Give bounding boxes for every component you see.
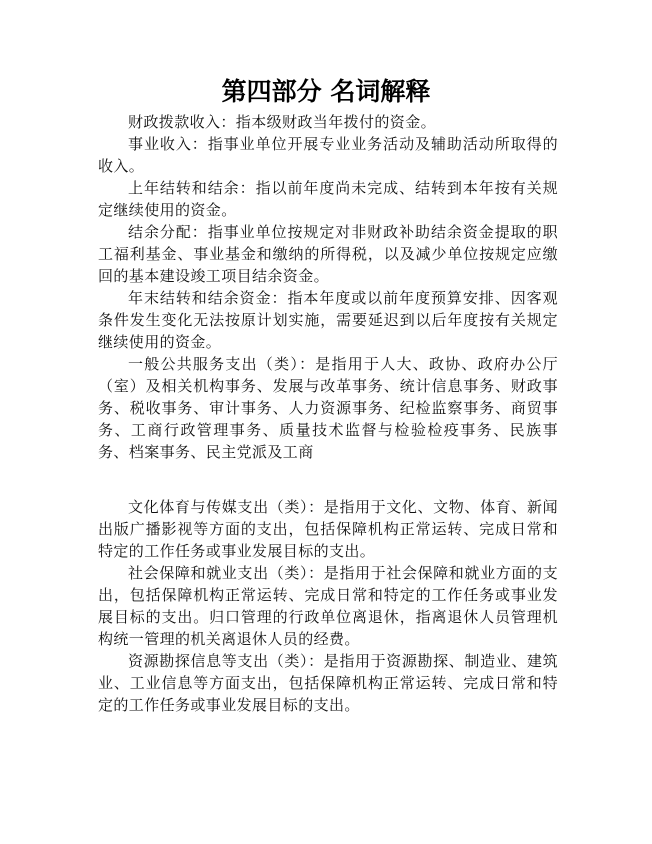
paragraph-year-end-carryover: 年末结转和结余资金：指本年度或以前年度预算安排、因客观条件发生变化无法按原计划实施，需要延迟到以后年度按有关规定继续使用的资金。 [98,289,558,351]
paragraph-business-income: 事业收入：指事业单位开展专业业务活动及辅助活动所取得的收入。 [98,135,558,175]
document-body [98,111,558,716]
paragraph-prior-year-carryover: 上年结转和结余：指以前年度尚未完成、结转到本年按有关规定继续使用的资金。 [98,179,558,219]
paragraph-culture-sports-media-expenditure: 文化体育与传媒支出（类）：是指用于文化、文物、体育、新闻出版广播影视等方面的支出，包括保障机构正常运转、完成日常和特定的工作任务或事业发展目标的支出。 [98,498,558,560]
paragraph-surplus-distribution: 结余分配：指事业单位按规定对非财政补助结余资金提取的职工福利基金、事业基金和缴纳的所得税，以及减少单位按规定应缴回的基本建设竣工项目结余资金。 [98,223,558,285]
paragraph-fiscal-appropriation-income: 财政拨款收入：指本级财政当年拨付的资金。 [128,113,437,131]
page-title: 第四部分 名词解释 [221,77,431,106]
paragraph-general-public-service-expenditure: 一般公共服务支出（类）：是指用于人大、政协、政府办公厅（室）及相关机构事务、发展与改革事务、统计信息事务、财政事务、税收事务、审计事务、人力资源事务、纪检监察事务、商贸事务、工商行政管理事务、质量技术监督与检验检疫事务、民族事务、档案事务、民主党派及工商 [98,355,558,461]
paragraph-social-security-employment-expenditure: 社会保障和就业支出（类）：是指用于社会保障和就业方面的支出，包括保障机构正常运转、完成日常和特定的工作任务或事业发展目标的支出。归口管理的行政单位离退休，指离退休人员管理机构统一管理的机关离退休人员的经费。 [98,564,558,648]
paragraph-resource-exploration-information-expenditure: 资源勘探信息等支出（类）：是指用于资源勘探、制造业、建筑业、工业信息等方面支出，包括保障机构正常运转、完成日常和特定的工作任务或事业发展目标的支出。 [98,652,558,714]
paragraph-gap [98,463,558,496]
